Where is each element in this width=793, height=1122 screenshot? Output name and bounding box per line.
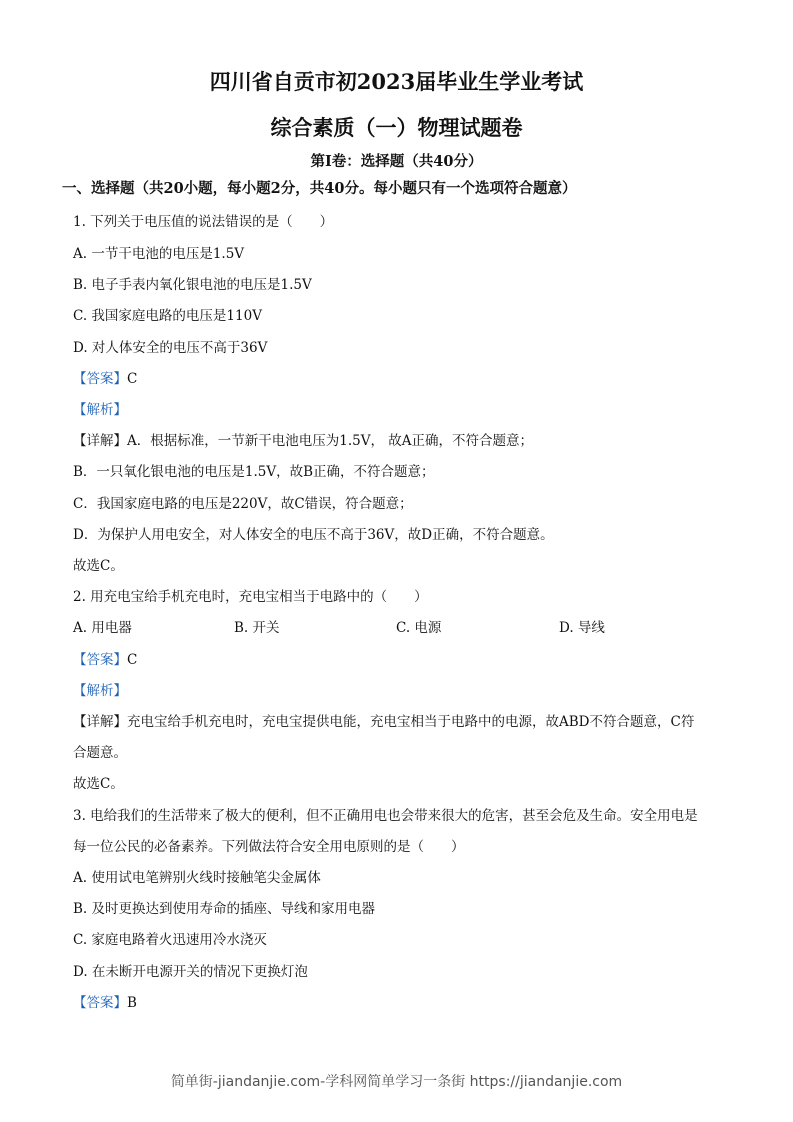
q2-analysis [73,681,733,701]
page-footer: 简单街-jiandanjie.com-学科网简单学习一条街 https://jiandanjie.com [170,1074,623,1090]
q1-conclusion: 故选C。 [73,558,124,574]
part-heading: 一、选择题（共20小题，每小题2分，共40分。每小题只有一个选项符合题意） [62,180,577,197]
analysis-tag: 【解析】 [73,683,127,699]
q1-option-b: B. 电子手表内氧化银电池的电压是1.5V [73,277,312,293]
analysis-tag: 【解析】 [73,402,127,418]
q2-detail-line-2: 合题意。 [73,745,127,761]
q1-option-d: D. 对人体安全的电压不高于36V [73,340,268,356]
q1-detail-line-2: B．一只氧化银电池的电压是1.5V，故B正确，不符合题意； [73,464,435,480]
q2-conclusion: 故选C。 [73,776,124,792]
q2-option-b: B. 开关 [234,620,280,636]
q3-answer-value: B [127,995,137,1011]
exam-subtitle: 综合素质（一）物理试题卷 [270,115,523,140]
q1-detail-line-3: C．我国家庭电路的电压是220V，故C错误，符合题意； [73,496,413,512]
q1-analysis [73,400,733,420]
answer-tag: 【答案】 [73,371,127,387]
exam-title: 四川省自贡市初2023届毕业生学业考试 [209,69,584,94]
q1-answer [73,369,733,389]
q2-detail-line-1 [73,712,733,732]
answer-tag: 【答案】 [73,652,127,668]
q2-option-a: A. 用电器 [73,620,132,636]
q1-option-c: C. 我国家庭电路的电压是110V [73,308,262,324]
answer-tag: 【答案】 [73,995,127,1011]
q2-answer [73,650,733,670]
q1-stem: 1. 下列关于电压值的说法错误的是（ ） [73,214,334,230]
detail-tag: 【详解】 [73,714,127,730]
q3-answer [73,993,733,1013]
q3-option-c: C. 家庭电路着火迅速用冷水浇灭 [73,932,267,948]
q3-option-b: B. 及时更换达到使用寿命的插座、导线和家用电器 [73,901,376,917]
q3-stem-line-1: 3. 电给我们的生活带来了极大的便利，但不正确用电也会带来很大的危害，甚至会危及生命。安全用电是 [73,808,698,824]
q2-option-c: C. 电源 [396,620,442,636]
q1-option-a: A. 一节干电池的电压是1.5V [73,246,245,262]
q3-stem-line-2: 每一位公民的必备素养。下列做法符合安全用电原则的是（ ） [73,839,465,855]
q3-option-d: D. 在未断开电源开关的情况下更换灯泡 [73,964,308,980]
q1-answer-value: C [127,371,138,387]
q1-detail-text-1: A．根据标准，一节新干电池电压为1.5V， 故A正确，不符合题意； [127,433,534,449]
q1-detail-line-4: D．为保护人用电安全，对人体安全的电压不高于36V，故D正确，不符合题意。 [73,527,554,543]
q2-option-d: D. 导线 [559,620,605,636]
q2-stem: 2. 用充电宝给手机充电时，充电宝相当于电路中的（ ） [73,589,428,605]
q3-option-a: A. 使用试电笔辨别火线时接触笔尖金属体 [73,870,321,886]
q2-answer-value: C [127,652,138,668]
q1-detail-line-1 [73,431,733,451]
section-title: 第I卷：选择题（共40分） [310,153,483,170]
detail-tag: 【详解】 [73,433,127,449]
q2-detail-text-1: 充电宝给手机充电时，充电宝提供电能，充电宝相当于电路中的电源，故ABD不符合题意，C符 [127,714,695,730]
